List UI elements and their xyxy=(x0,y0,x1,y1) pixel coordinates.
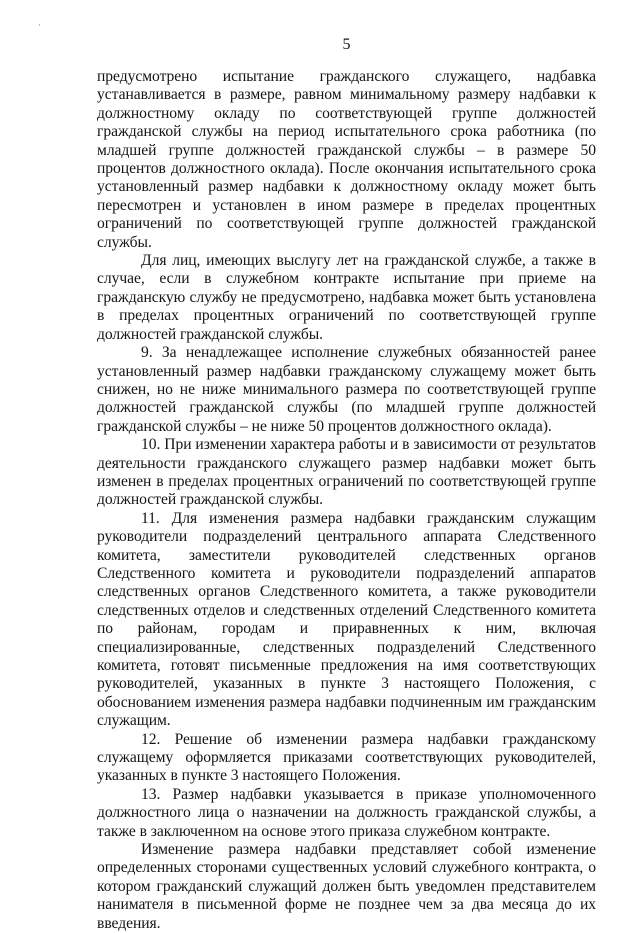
paragraph-seniority: Для лиц, имеющих выслугу лет на гражданской службе, а также в случае, если в служебном контракте испытание при приеме на гражданскую службу не предусмотрено, надбавка может быть установлена в пределах процентных ограничений по соответствующей группе должностей гражданской службы. xyxy=(97,252,596,343)
page-number: 5 xyxy=(342,36,351,53)
paragraph-probation: предусмотрено испытание гражданского служащего, надбавка устанавливается в размере, равном минимальному размеру надбавки к должностному окладу по соответствующей группе должностей гражданской службы на период испытательного срока работника (по младшей группе должностей гражданской службы – в размере 50 процентов должностного оклада). После окончания испытательного срока установленный размер надбавки к должностному окладу может быть пересмотрен и установлен в ином размере в пределах процентных ограничений по соответствующей группе должностей гражданской службы. xyxy=(97,68,596,251)
paragraph-12: 12. Решение об изменении размера надбавки гражданскому служащему оформляется приказами соответствующих руководителей, указанных в пункте 3 настоящего Положения. xyxy=(97,730,596,785)
paragraph-10: 10. При изменении характера работы и в зависимости от результатов деятельности гражданского служащего размер надбавки может быть изменен в пределах процентных ограничений по соответствующей группе должностей гражданской службы. xyxy=(97,436,596,509)
paragraph-9: 9. За ненадлежащее исполнение служебных обязанностей ранее установленный размер надбавки гражданскому служащему может быть снижен, но не ниже минимального размера по соответствующей группе должностей гражданской службы (по младшей группе должностей гражданской службы – не ниже 50 процентов должностного оклада). xyxy=(97,344,596,435)
scan-mark: · xyxy=(38,20,41,30)
paragraph-11: 11. Для изменения размера надбавки гражданским служащим руководители подразделений центрального аппарата Следственного комитета, заместители руководителей следственных органов Следственного комитета и руководители подразделений аппаратов следственных органов Следственного комитета, а также руководители следственных отделов и следственных отделений Следственного комитета по районам, городам и приравненных к ним, включая специализированные, следственных подразделений Следственного комитета, готовят письменные предложения на имя соответствующих руководителей, указанных в пункте 3 настоящего Положения, с обоснованием изменения размера надбавки подчиненным им гражданским служащим. xyxy=(97,509,596,730)
paragraph-13: 13. Размер надбавки указывается в приказе уполномоченного должностного лица о назначении на должность гражданской службы, а также в заключенном на основе этого приказа служебном контракте. xyxy=(97,785,596,840)
paragraph-change: Изменение размера надбавки представляет собой изменение определенных сторонами существенных условий служебного контракта, о котором гражданский служащий должен быть уведомлен представителем нанимателя в письменной форме не позднее чем за два месяца до их введения. xyxy=(97,841,596,932)
